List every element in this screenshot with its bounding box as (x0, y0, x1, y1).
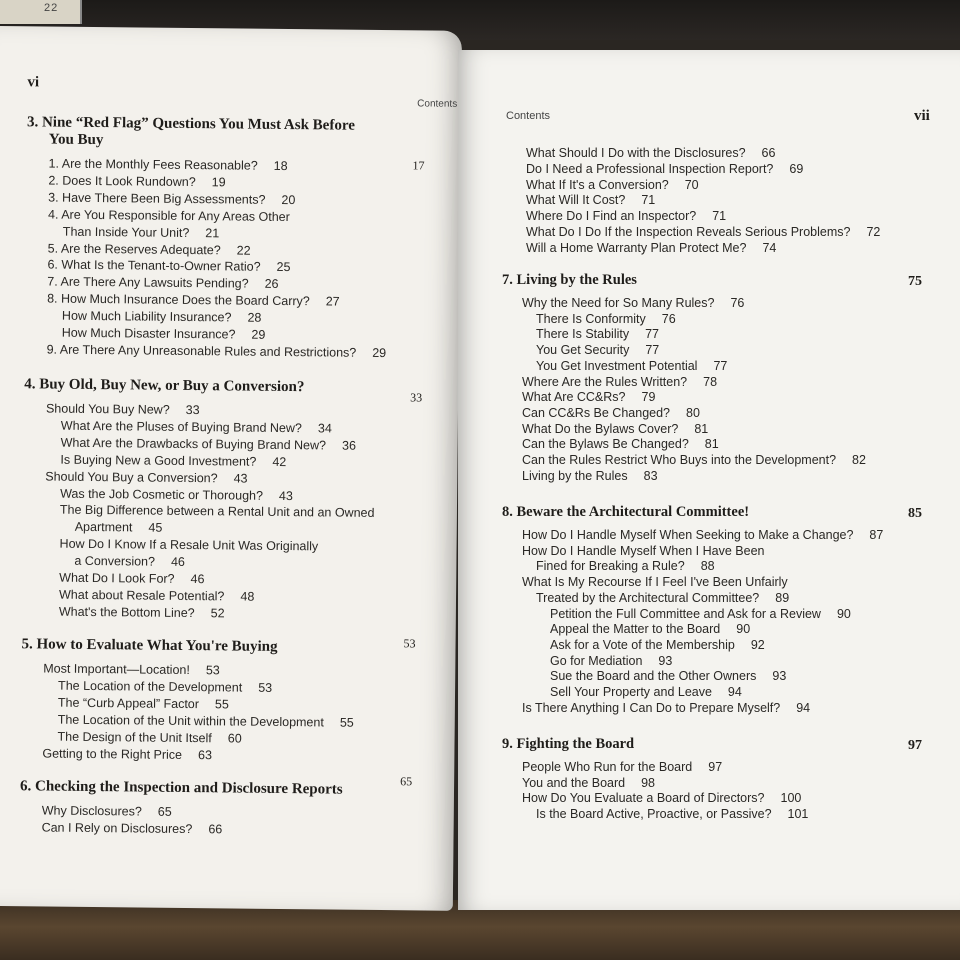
entry-title: Appeal the Matter to the Board (550, 622, 721, 637)
chapter-title: 6. Checking the Inspection and Disclosure Reports (19, 778, 343, 798)
entry-title: Why the Need for So Many Rules? (522, 296, 715, 310)
entry-page: 46 (170, 554, 185, 570)
entry-title: Go for Mediation (550, 653, 643, 668)
entry-page: 29 (372, 345, 387, 360)
entry-title: You and the Board (522, 775, 626, 790)
toc-entry (45, 469, 247, 486)
entry-page: 78 (703, 374, 718, 389)
entry-title: Ask for a Vote of the Membership (550, 637, 735, 652)
entry-title: What If It's a Conversion? (526, 177, 669, 192)
entry-title: 6. What Is the Tenant-to-Owner Ratio? (47, 257, 261, 275)
entry-page: 28 (247, 310, 262, 325)
entry-title: Living by the Rules (522, 468, 628, 483)
entry-title: Treated by the Architectural Committee? (536, 590, 760, 605)
left-running-head: Contents (417, 98, 458, 110)
toc-entry (63, 224, 220, 241)
right-folio: vii (914, 108, 930, 124)
entry-page: 100 (780, 791, 802, 806)
entry-title: The Big Difference between a Rental Unit and an Owned (59, 503, 375, 521)
left-folio: vi (27, 74, 40, 91)
toc-entry (550, 638, 765, 653)
entry-page: 87 (869, 528, 884, 542)
entry-page: 71 (712, 209, 727, 224)
entry-title: You Get Security (536, 343, 630, 358)
entry-page: 27 (325, 294, 340, 309)
entry-title: Apartment (74, 520, 133, 535)
entry-page: 81 (694, 421, 709, 436)
entry-page: 22 (236, 242, 251, 258)
toc-entry (522, 575, 788, 590)
entry-page: 94 (796, 700, 811, 715)
toc-entry (57, 729, 241, 746)
toc-entry (62, 309, 262, 326)
entry-page: 70 (684, 177, 699, 192)
entry-title: What Should I Do with the Disclosures? (526, 146, 746, 160)
toc-entry (75, 520, 163, 536)
entry-page: 53 (258, 680, 273, 695)
toc-entry (522, 528, 883, 543)
entry-title: Will a Home Warranty Plan Protect Me? (526, 240, 747, 255)
entry-page: 66 (208, 822, 223, 837)
entry-page: 81 (704, 437, 719, 452)
ruler-label: 22 (44, 2, 59, 14)
toc-entry (536, 312, 676, 327)
entry-page: 90 (736, 622, 751, 637)
toc-entry (42, 820, 223, 837)
toc-entry (48, 207, 290, 225)
entry-title: Is Buying New a Good Investment? (60, 452, 257, 469)
right-page (458, 50, 960, 910)
entry-page: 43 (233, 471, 248, 486)
entry-title: How Much Liability Insurance? (61, 308, 232, 325)
ruler (0, 0, 82, 24)
entry-page: 76 (730, 296, 745, 310)
entry-title: You Get Investment Potential (536, 358, 698, 373)
chapter-page-number: 33 (410, 390, 423, 405)
chapter-title: 8. Beware the Architectural Committee! (502, 504, 750, 520)
toc-entry (522, 544, 764, 559)
entry-title: Should You Buy a Conversion? (45, 469, 218, 485)
toc-entry (522, 701, 810, 716)
entry-page: 82 (852, 453, 866, 467)
entry-page: 77 (713, 358, 728, 373)
entry-page: 93 (658, 653, 673, 668)
entry-title: Can CC&Rs Be Changed? (522, 405, 670, 420)
entry-page: 25 (276, 260, 291, 275)
toc-entry (522, 453, 866, 468)
entry-page: 74 (762, 240, 777, 255)
entry-page: 18 (273, 158, 288, 174)
toc-entry (46, 402, 200, 419)
entry-page: 71 (641, 193, 656, 208)
entry-title: a Conversion? (74, 553, 156, 569)
toc-entry (526, 209, 726, 224)
entry-page: 53 (205, 663, 220, 678)
entry-page: 63 (197, 747, 213, 762)
entry-title: What Are the Pluses of Buying Brand New? (60, 418, 302, 436)
entry-page: 36 (341, 438, 357, 453)
toc-entry (522, 760, 722, 775)
toc-entry (526, 162, 803, 177)
entry-page: 77 (645, 327, 659, 342)
entry-title: What's the Bottom Line? (58, 604, 195, 620)
toc-entry (59, 588, 254, 605)
toc-entry (526, 241, 776, 256)
toc-entry (522, 437, 719, 452)
toc-entry (42, 803, 172, 819)
toc-entry (522, 390, 655, 405)
entry-page: 45 (148, 520, 163, 536)
toc-entry (62, 326, 266, 343)
toc-entry (48, 157, 287, 175)
entry-page: 52 (210, 606, 225, 621)
left-page (0, 26, 462, 911)
entry-title: 8. How Much Insurance Does the Board Carry? (47, 291, 310, 309)
entry-title: Than Inside Your Unit? (62, 224, 190, 240)
toc-entry (59, 571, 204, 588)
chapter-title: 9. Fighting the Board (502, 736, 635, 752)
entry-title: How Do I Handle Myself When Seeking to Make a Change? (522, 528, 854, 542)
entry-title: Can the Bylaws Be Changed? (522, 437, 689, 452)
toc-entry (526, 178, 699, 193)
entry-title: There Is Conformity (536, 311, 646, 326)
toc-entry (526, 225, 880, 240)
chapter-page-number: 53 (403, 636, 416, 651)
toc-entry (42, 746, 212, 763)
entry-title: Most Important—Location! (43, 661, 190, 678)
entry-title: 4. Are You Responsible for Any Areas Other (47, 207, 290, 224)
toc-entry (48, 190, 295, 208)
entry-title: Getting to the Right Price (42, 745, 183, 762)
toc-entry (58, 679, 272, 696)
entry-page: 20 (281, 192, 296, 207)
entry-page: 46 (190, 572, 205, 587)
entry-title: Is There Anything I Can Do to Prepare Myself? (522, 700, 781, 715)
entry-page: 88 (700, 559, 715, 574)
entry-page: 83 (643, 468, 658, 483)
entry-title: What Are CC&Rs? (522, 390, 626, 405)
entry-page: 79 (641, 390, 656, 405)
entry-page: 55 (339, 715, 354, 730)
entry-title: 7. Are There Any Lawsuits Pending? (47, 274, 249, 291)
entry-page: 69 (789, 161, 804, 176)
toc-entry (47, 292, 340, 310)
entry-page: 80 (686, 405, 700, 420)
toc-entry (550, 654, 672, 669)
toc-entry (536, 591, 789, 606)
toc-entry (522, 296, 744, 311)
toc-entry (60, 486, 293, 503)
entry-page: 29 (251, 327, 266, 342)
entry-page: 76 (661, 311, 676, 326)
entry-title: What Will It Cost? (526, 193, 626, 208)
entry-title: How Do I Know If a Resale Unit Was Originally (59, 536, 319, 554)
right-running-head: Contents (506, 110, 551, 122)
entry-page: 94 (727, 685, 742, 699)
toc-entry (60, 452, 286, 469)
entry-title: Is the Board Active, Proactive, or Passive? (536, 807, 772, 822)
entry-title: Was the Job Cosmetic or Thorough? (60, 486, 264, 503)
toc-entry (536, 359, 727, 374)
chapter-title: You Buy (48, 131, 104, 149)
entry-title: Where Are the Rules Written? (522, 374, 688, 389)
entry-title: What Is My Recourse If I Feel I've Been Unfairly (522, 575, 788, 590)
entry-page: 98 (641, 775, 656, 790)
entry-title: Where Do I Find an Inspector? (526, 209, 697, 224)
chapter-page-number: 75 (908, 274, 922, 289)
entry-page: 77 (645, 343, 660, 358)
toc-entry (59, 537, 318, 555)
entry-page: 43 (278, 488, 293, 503)
toc-entry (61, 419, 332, 437)
chapter-title: 5. How to Evaluate What You're Buying (21, 636, 278, 655)
entry-page: 92 (750, 637, 765, 652)
entry-page: 93 (772, 669, 787, 684)
toc-entry (48, 241, 251, 258)
entry-title: The Location of the Unit within the Development (57, 712, 324, 730)
entry-page: 21 (205, 225, 220, 240)
chapter-title: 3. Nine “Red Flag” Questions You Must Ask Before (26, 114, 355, 134)
entry-page: 60 (227, 731, 242, 746)
toc-entry (74, 554, 185, 570)
toc-entry (522, 776, 655, 791)
entry-title: Why Disclosures? (41, 803, 142, 819)
entry-page: 97 (708, 760, 723, 774)
toc-entry (58, 695, 229, 712)
entry-title: Can the Rules Restrict Who Buys into the Development? (522, 453, 837, 467)
entry-title: What Are the Drawbacks of Buying Brand New? (60, 435, 327, 453)
chapter-page-number: 97 (908, 738, 922, 753)
toc-entry (43, 661, 220, 678)
entry-title: What about Resale Potential? (58, 587, 225, 604)
toc-entry (58, 712, 354, 730)
entry-title: 3. Have There Been Big Assessments? (48, 190, 266, 207)
entry-title: 5. Are the Reserves Adequate? (47, 241, 221, 257)
entry-title: How Do You Evaluate a Board of Directors? (522, 791, 765, 806)
entry-title: People Who Run for the Board (522, 760, 693, 774)
toc-entry (522, 375, 717, 390)
toc-entry (522, 406, 700, 421)
toc-entry (536, 807, 808, 822)
toc-entry (550, 622, 750, 637)
entry-title: What Do I Look For? (59, 570, 175, 586)
entry-page: 34 (317, 421, 332, 436)
entry-page: 90 (836, 606, 851, 621)
entry-title: How Much Disaster Insurance? (61, 325, 236, 342)
entry-title: There Is Stability (536, 327, 630, 342)
entry-title: What Do I Do If the Inspection Reveals Serious Problems? (526, 225, 851, 239)
toc-entry (536, 327, 659, 342)
entry-page: 26 (264, 277, 279, 292)
entry-page: 19 (211, 175, 226, 190)
toc-entry (60, 503, 375, 521)
entry-title: Do I Need a Professional Inspection Report? (526, 161, 774, 176)
toc-entry (47, 275, 278, 292)
entry-title: 2. Does It Look Rundown? (48, 173, 196, 189)
entry-title: The Design of the Unit Itself (57, 729, 212, 745)
toc-entry (536, 559, 715, 574)
entry-page: 65 (157, 804, 172, 819)
entry-page: 89 (775, 590, 790, 605)
entry-title: Petition the Full Committee and Ask for a Review (550, 606, 821, 621)
entry-page: 72 (866, 225, 881, 239)
entry-page: 55 (214, 697, 229, 712)
toc-entry (61, 435, 356, 453)
toc-entry (550, 607, 851, 622)
entry-title: Fined for Breaking a Rule? (536, 559, 685, 574)
toc-entry (59, 604, 225, 621)
toc-entry (522, 791, 801, 806)
chapter-page-number: 17 (412, 158, 425, 173)
entry-title: Sell Your Property and Leave (550, 685, 712, 699)
entry-title: How Do I Handle Myself When I Have Been (522, 543, 765, 558)
toc-entry (550, 685, 742, 700)
toc-entry (48, 173, 225, 190)
entry-page: 42 (272, 454, 287, 469)
chapter-page-number: 65 (400, 774, 413, 789)
chapter-page-number: 85 (908, 506, 922, 521)
chapter-title: 4. Buy Old, Buy New, or Buy a Conversion? (24, 376, 305, 396)
entry-title: Can I Rely on Disclosures? (41, 820, 193, 836)
entry-title: Sue the Board and the Other Owners (550, 669, 757, 684)
toc-entry (47, 258, 290, 276)
toc-entry (526, 193, 655, 208)
entry-page: 33 (185, 402, 200, 418)
chapter-title: 7. Living by the Rules (502, 272, 637, 288)
entry-title: What Do the Bylaws Cover? (522, 421, 679, 436)
entry-title: The Location of the Development (58, 678, 243, 695)
entry-title: Should You Buy New? (45, 401, 170, 417)
entry-page: 66 (761, 146, 776, 160)
toc-entry (526, 146, 775, 161)
toc-entry (47, 342, 387, 361)
toc-entry (522, 469, 658, 484)
entry-page: 101 (787, 807, 809, 822)
entry-title: The “Curb Appeal” Factor (57, 695, 200, 711)
entry-title: 1. Are the Monthly Fees Reasonable? (48, 156, 258, 173)
entry-page: 48 (240, 589, 255, 604)
entry-title: 9. Are There Any Unreasonable Rules and Restrictions? (46, 342, 357, 360)
toc-entry (550, 669, 786, 684)
toc-entry (522, 422, 708, 437)
toc-entry (536, 343, 659, 358)
